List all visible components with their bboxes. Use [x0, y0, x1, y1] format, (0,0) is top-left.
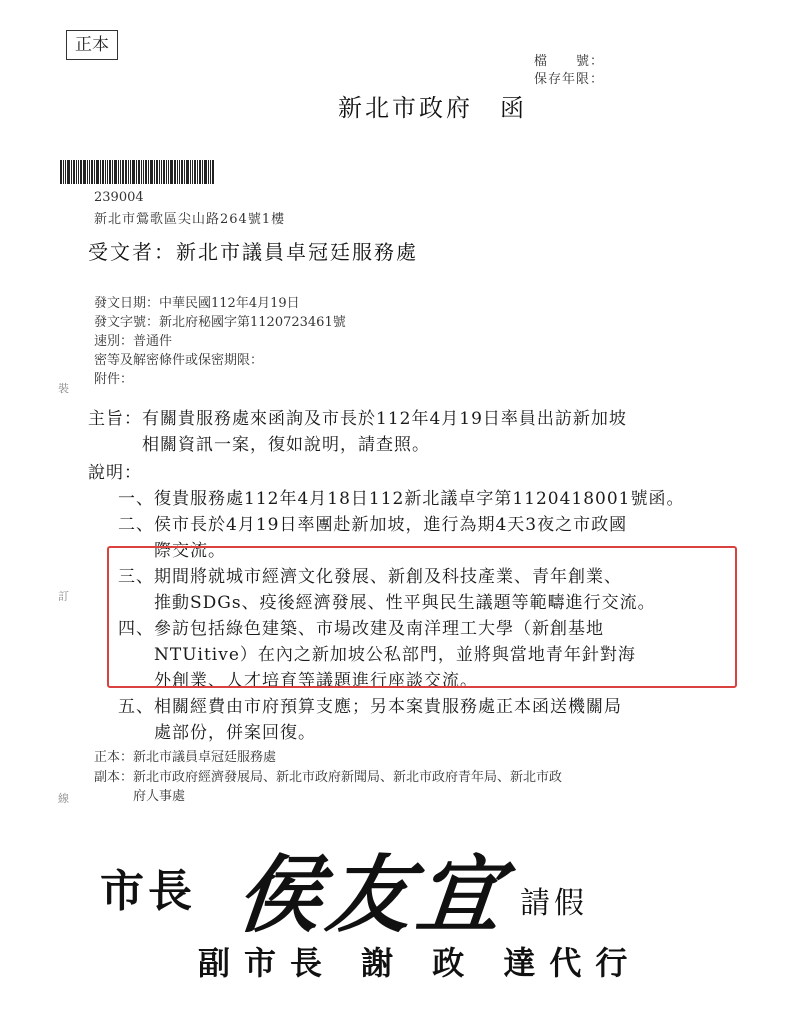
- copy-recipients-line-2: 府人事處: [94, 789, 186, 804]
- zip-code: 239004: [94, 190, 144, 205]
- item-1: 一、復貴服務處112年4月18日112新北議卓字第1120418001號函。: [118, 489, 685, 509]
- barcode-stripe: [138, 160, 140, 184]
- item-3-line-2: 推動SDGs、疫後經濟發展、性平與民生議題等範疇進行交流。: [118, 593, 656, 613]
- barcode-stripe: [102, 160, 104, 184]
- barcode-stripe: [163, 160, 165, 184]
- barcode-stripe: [154, 160, 155, 184]
- item-5-line-1: 五、相關經費由市府預算支應；另本案貴服務處正本函送機關局: [118, 697, 622, 717]
- barcode-stripe: [114, 160, 117, 184]
- barcode-stripe: [76, 160, 77, 184]
- barcode-stripe: [177, 160, 178, 184]
- item-4-line-3: 外創業、人才培育等議題進行座談交流。: [118, 671, 478, 691]
- margin-mark-bind: 裝: [58, 382, 69, 395]
- sender-address: 新北市鶯歌區尖山路264號1樓: [94, 212, 286, 227]
- barcode-stripe: [128, 160, 129, 184]
- barcode-stripe: [156, 160, 158, 184]
- retention-period-label: 保存年限：: [534, 72, 605, 87]
- barcode-stripe: [130, 160, 131, 184]
- barcode-stripe: [202, 160, 203, 184]
- barcode-stripe: [132, 160, 135, 184]
- barcode-stripe: [186, 160, 189, 184]
- original-recipient: 正本：新北市議員卓冠廷服務處: [94, 750, 277, 765]
- barcode-stripe: [67, 160, 70, 184]
- barcode-stripe: [87, 160, 88, 184]
- barcode-stripe: [210, 160, 211, 184]
- barcode-stripe: [141, 160, 142, 184]
- barcode-stripe: [96, 160, 99, 184]
- copy-recipients-line-1: 副本：新北市政府經濟發展局、新北市政府新聞局、新北市政府青年局、新北市政: [94, 770, 563, 785]
- item-2-line-1: 二、侯市長於4月19日率團赴新加坡，進行為期4天3夜之市政國: [118, 515, 628, 535]
- item-3-line-1: 三、期間將就城市經濟文化發展、新創及科技產業、青年創業、: [118, 567, 622, 587]
- issue-date: 發文日期：中華民國112年4月19日: [94, 296, 300, 311]
- margin-mark-line: 線: [58, 792, 69, 805]
- file-number-label: 檔 號：: [534, 54, 605, 69]
- barcode-stripe: [112, 160, 113, 184]
- barcode-stripe: [148, 160, 149, 184]
- barcode-stripe: [161, 160, 162, 184]
- item-2-line-2: 際交流。: [118, 541, 226, 561]
- barcode-stripe: [136, 160, 137, 184]
- barcode-stripe: [181, 160, 183, 184]
- barcode-stripe: [118, 160, 119, 184]
- barcode-stripe: [150, 160, 153, 184]
- subject-line-2: 相關資訊一案，復如說明，請查照。: [88, 435, 430, 455]
- margin-mark-staple: 訂: [58, 590, 69, 603]
- recipient: 受文者：新北市議員卓冠廷服務處: [88, 240, 418, 264]
- item-5-line-2: 處部份，併案回復。: [118, 723, 316, 743]
- item-4-line-2: NTUitive）在內之新加坡公私部門，並將與當地青年針對海: [118, 645, 636, 665]
- barcode-stripe: [170, 160, 173, 184]
- barcode-stripe: [192, 160, 193, 184]
- mayor-title: 市長: [100, 866, 196, 917]
- explanation-label: 說明：: [88, 463, 142, 483]
- barcode-stripe: [197, 160, 198, 184]
- barcode-stripe: [179, 160, 180, 184]
- barcode-stripe: [212, 160, 214, 184]
- document-title: 新北市政府 函: [338, 94, 527, 122]
- barcode-stripe: [190, 160, 191, 184]
- barcode-stripe: [159, 160, 160, 184]
- barcode-stripe: [199, 160, 201, 184]
- highlight-box: [107, 546, 737, 688]
- barcode-stripe: [143, 160, 144, 184]
- barcode-stripe: [145, 160, 147, 184]
- barcode-stripe: [120, 160, 121, 184]
- barcode-stripe: [91, 160, 93, 184]
- barcode-stripe: [122, 160, 124, 184]
- barcode-stripe: [204, 160, 207, 184]
- barcode-stripe: [194, 160, 196, 184]
- barcode-stripe: [71, 160, 72, 184]
- barcode-stripe: [174, 160, 176, 184]
- barcode-stripe: [60, 160, 62, 184]
- barcode-stripe: [107, 160, 108, 184]
- attachments: 附件：: [94, 372, 134, 387]
- barcode-stripe: [94, 160, 95, 184]
- urgency: 速別：普通件: [94, 334, 173, 349]
- item-4-line-1: 四、參訪包括綠色建築、市場改建及南洋理工大學（新創基地: [118, 619, 604, 639]
- barcode-stripe: [168, 160, 169, 184]
- barcode-stripe: [83, 160, 86, 184]
- barcode-stripe: [63, 160, 64, 184]
- barcode-stripe: [65, 160, 66, 184]
- deputy-mayor-acting: 副市長 謝 政 達代行: [198, 944, 642, 982]
- barcode-stripe: [166, 160, 167, 184]
- original-copy-stamp: 正本: [66, 30, 118, 60]
- barcode-stripe: [208, 160, 209, 184]
- mayor-signature-name: 侯友宜: [232, 845, 513, 944]
- barcode-stripe: [105, 160, 106, 184]
- subject-line-1: 主旨：有關貴服務處來函詢及市長於112年4月19日率員出訪新加坡: [88, 409, 627, 429]
- barcode-stripe: [184, 160, 185, 184]
- barcode-stripe: [100, 160, 101, 184]
- document-number: 發文字號：新北府秘國字第1120723461號: [94, 315, 346, 330]
- barcode-stripe: [80, 160, 82, 184]
- barcode-stripe: [73, 160, 75, 184]
- confidentiality: 密等及解密條件或保密期限：: [94, 353, 264, 368]
- barcode-stripe: [89, 160, 90, 184]
- barcode-stripe: [109, 160, 111, 184]
- on-leave-label: 請假: [520, 886, 588, 921]
- barcode: [60, 160, 270, 184]
- barcode-stripe: [125, 160, 127, 184]
- barcode-stripe: [78, 160, 79, 184]
